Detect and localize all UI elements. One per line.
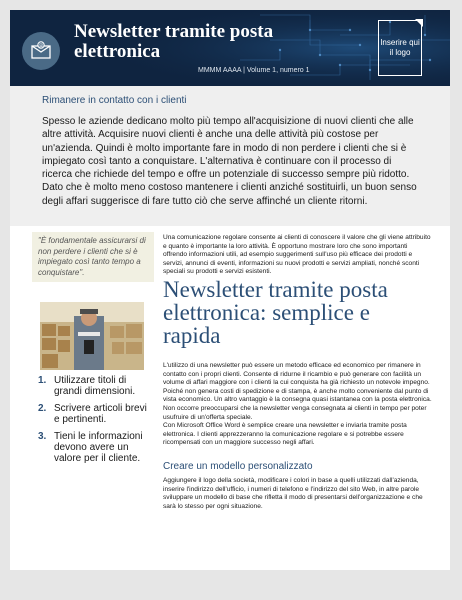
header-banner	[10, 10, 450, 86]
intro-section	[10, 86, 450, 226]
list-number: 1.	[38, 375, 47, 386]
warehouse-photo	[40, 302, 144, 370]
tips-list	[38, 375, 150, 470]
list-text: Tieni le informazioni devono avere un valore per il cliente.	[54, 431, 143, 464]
logo-placeholder-text: Inserire qui il logo	[380, 38, 420, 57]
list-text: Utilizzare titoli di grandi dimensioni.	[54, 375, 136, 397]
newsletter-title: Newsletter tramite posta elettronica	[74, 21, 274, 62]
list-item	[38, 375, 150, 397]
article-paragraph-1: L'utilizzo di una newsletter può essere un metodo efficace ed economico per rimanere in contatto con i propri clienti. Consente di ridurne il ricambio e può generare con facilità un volume di affari maggiore con i clienti la cui conquista ha già richiesto un notevole impegno. Poiché non genera costi di spedizione e di stampa, è anche molto conveniente dal punto di vista economico. Un altro vantaggio è la consegna quasi istantanea con la posta elettronica. Non occorre preoccuparsi che la newsletter venga consegnata ai clienti in tempo per poter usufruire di un'offerta speciale.	[163, 362, 432, 421]
template-paragraph: Aggiungere il logo della società, modificare i colori in base a quelli utilizzati dall'azienda, inserire l'indirizzo dell'ufficio, i numeri di telefono e l'indirizzo del sito Web, in altre parole sviluppare un modello di base che rifletta il modo di presentarsi dell'organizzazione e che sarà lo stesso per ogni situazione.	[163, 477, 423, 510]
article-body	[163, 362, 433, 448]
pull-quote: "È fondamentale assicurarsi di non perdere i clienti che si è impiegato così tanto tempo a conquistare".	[32, 232, 154, 282]
article-paragraph-2: Con Microsoft Office Word è semplice creare una newsletter e inviarla tramite posta elettronica. I clienti apprezzeranno la comunicazione regolare e si potrebbe essere ricompensati con un maggiore successo negli affari.	[163, 422, 407, 447]
list-text: Scrivere articoli brevi e pertinenti.	[54, 403, 147, 425]
list-item	[38, 431, 150, 464]
envelope-at-icon	[22, 32, 60, 70]
svg-text:@: @	[38, 43, 44, 49]
list-number: 2.	[38, 403, 47, 414]
lead-paragraph: Una comunicazione regolare consente ai clienti di conoscere il valore che gli viene attribuito e quanto è importante la loro attività. È opportuno mostrare loro che sono importanti offrendo informazioni utili, ad esempio suggerimenti sull'uso più efficace dei prodotti e servizi, annunci di eventi, informazioni su nuovi prodotti e servizi ampliati, nonché sconti speciali su prodotti e servizi esistenti.	[163, 234, 431, 276]
list-item	[38, 403, 150, 425]
corner-decoration	[415, 19, 423, 27]
logo-placeholder[interactable]	[378, 20, 422, 76]
list-number: 3.	[38, 431, 47, 442]
newsletter-page	[10, 10, 450, 570]
intro-heading: Rimanere in contatto con i clienti	[42, 95, 187, 106]
article-title: Newsletter tramite posta elettronica: semplice e rapida	[163, 277, 388, 348]
issue-line: MMMM AAAA | Volume 1, numero 1	[198, 67, 310, 74]
intro-body: Spesso le aziende dedicano molto più tempo all'acquisizione di nuovi clienti che alle altre attività. Acquisire nuovi clienti è anche una delle attività più costose per un'azienda. Quindi è molto importante fare in modo di non perdere i clienti che si è impiegato così tanto a conquistare. L'alternativa è continuare con il processo di ricerca che richiede del tempo e offre un potenziale di successo sempre più ridotto. Dato che è molto meno costoso mantenere i clienti anziché sostituirli, un buon senso degli affari suggerisce di fare tutto ciò che serve affinché un cliente ritorni.	[42, 116, 417, 207]
section-subheading: Creare un modello personalizzato	[163, 461, 313, 472]
